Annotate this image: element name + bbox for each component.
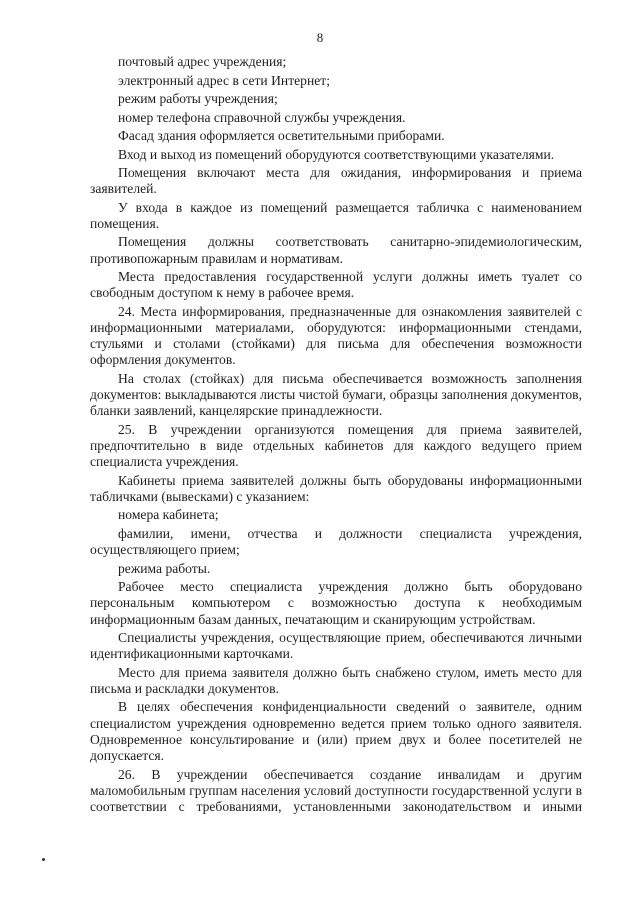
paragraph: режим работы учреждения;	[118, 91, 278, 106]
paragraph: режима работы.	[118, 560, 211, 576]
paragraph: Помещения включают места для ожидания, информирования и приема заявителей.	[90, 165, 582, 197]
page-number: 8	[316, 30, 324, 45]
paragraph: номер телефона справочной службы учреждения.	[118, 109, 406, 125]
paragraph: У входа в каждое из помещений размещается табличка с наименованием помещения.	[90, 199, 582, 231]
scan-speck	[42, 858, 45, 861]
paragraph: Места предоставления государственной услуги должны иметь туалет со свободным доступом к нему в рабочее время.	[90, 269, 582, 301]
document-body	[90, 54, 582, 817]
paragraph: почтовый адрес учреждения;	[118, 54, 287, 69]
paragraph: Кабинеты приема заявителей должны быть оборудованы информационными табличками (вывесками) с указанием:	[90, 472, 582, 504]
paragraph: Место для приема заявителя должно быть снабжено стулом, иметь место для письма и раскладки документов.	[90, 664, 582, 696]
paragraph: Рабочее место специалиста учреждения должно быть оборудовано персональным компьютером с возможностью доступа к необходимым информационным базам данных, печатающим и сканирующим устройствам.	[90, 579, 582, 627]
paragraph: Специалисты учреждения, осуществляющие прием, обеспечиваются личными идентификационными карточками.	[90, 630, 582, 662]
paragraph: 25. В учреждении организуются помещения для приема заявителей, предпочтительно в виде отдельных кабинетов для каждого ведущего прием специалиста учреждения.	[90, 421, 582, 470]
paragraph: 24. Места информирования, предназначенные для ознакомления заявителей с информационными материалами, оборудуются: информационными стендами, стульями и столами (стойками) для письма для обеспечения возможности оформления документов.	[90, 303, 582, 368]
paragraph: На столах (стойках) для письма обеспечивается возможность заполнения документов: выкладываются листы чистой бумаги, образцы заполнения документов, бланки заявлений, канцелярские принадлежности.	[90, 370, 582, 419]
paragraph: Помещения должны соответствовать санитарно-эпидемиологическим, противопожарным правилам и нормативам.	[90, 234, 582, 266]
paragraph: В целях обеспечения конфиденциальности сведений о заявителе, одним специалистом учреждения одновременно ведется прием только одного заявителя. Одновременное консультирование и (или) прием двух и более посетителей не допускается.	[90, 699, 582, 764]
paragraph: Фасад здания оформляется осветительными приборами.	[118, 128, 445, 143]
paragraph: номера кабинета;	[118, 507, 219, 523]
paragraph: электронный адрес в сети Интернет;	[118, 72, 330, 88]
paragraph: 26. В учреждении обеспечивается создание инвалидам и другим маломобильным группам населения условий доступности государственной услуги в соответствии с требованиями, установленными законодательством и иными	[90, 766, 582, 814]
paragraph: фамилии, имени, отчества и должности специалиста учреждения, осуществляющего прием;	[90, 525, 582, 558]
paragraph: Вход и выход из помещений оборудуются соответствующими указателями.	[118, 146, 555, 162]
